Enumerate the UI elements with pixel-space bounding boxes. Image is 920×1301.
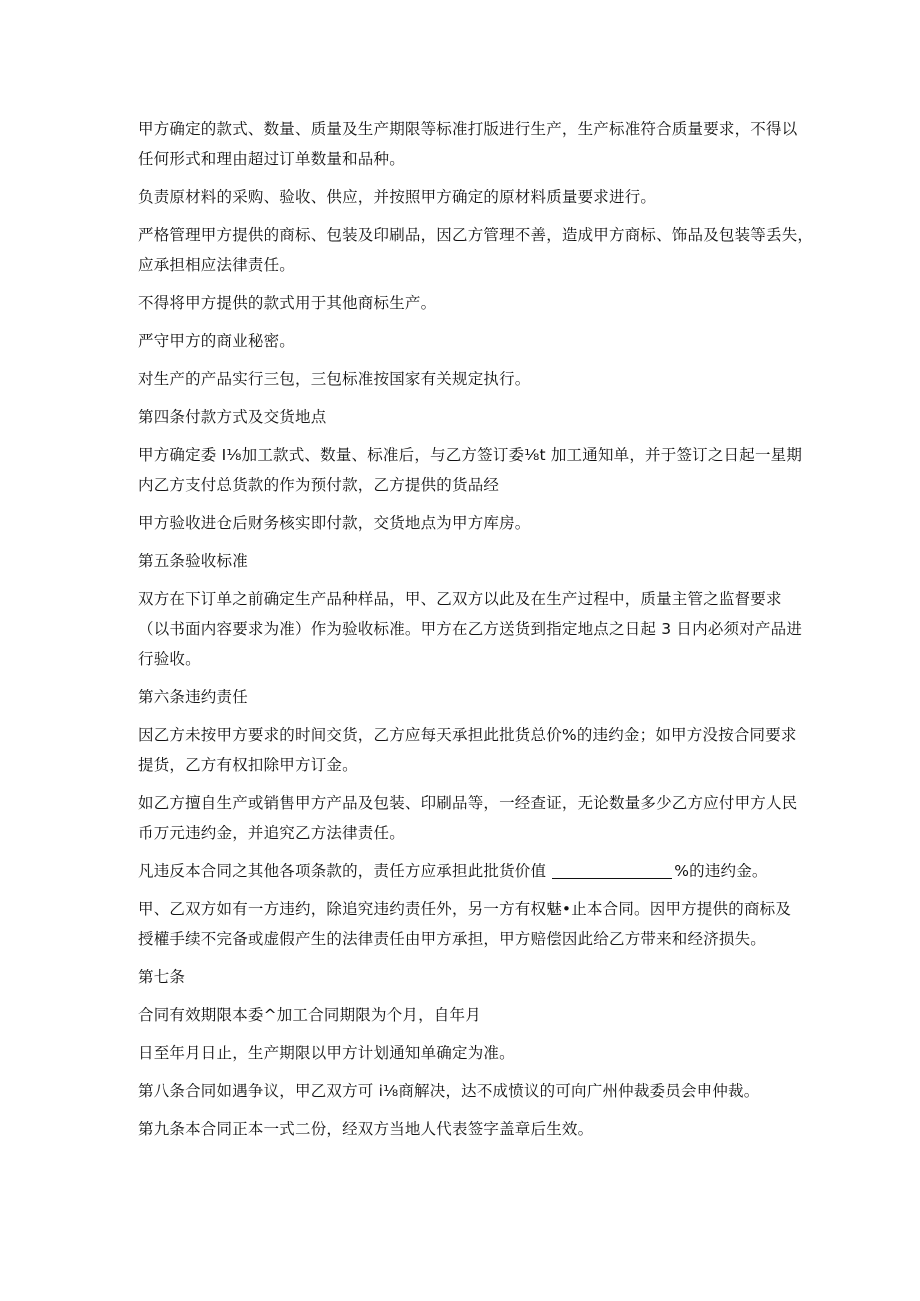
paragraph xyxy=(138,114,798,174)
paragraph xyxy=(138,364,793,394)
paragraph xyxy=(138,508,793,538)
text-line: 甲方确定委 I⅛加工款式、数量、标准后，与乙方签订委⅛t 加工通知单，并于签订之日起一星期 xyxy=(138,446,803,464)
text-line: 提货，乙方有权扣除甲方订金。 xyxy=(138,756,358,774)
text-segment: %的违约金。 xyxy=(674,862,768,880)
text-line: 授權手续不完备或虚假产生的法律责任由甲方承担，甲方赔偿因此给乙方带来和经济损失。 xyxy=(138,930,767,948)
text-line: 第六条违约责任 xyxy=(138,688,248,706)
text-line: 第七条 xyxy=(138,968,186,986)
text-line: 日至年月日止，生产期限以甲方计划通知单确定为准。 xyxy=(138,1044,515,1062)
paragraph xyxy=(138,1000,793,1030)
paragraph xyxy=(138,182,793,212)
paragraph xyxy=(138,894,793,954)
paragraph xyxy=(138,288,793,318)
text-line: 第八条合同如遇争议，甲乙双方可 i⅛商解决，达不成愤议的可向广州仲裁委员会申仲裁。 xyxy=(138,1082,760,1100)
section-heading xyxy=(138,682,793,712)
text-line: 行验收。 xyxy=(138,650,201,668)
text-line: 合同有效期限本委^加工合同期限为个月，自年月 xyxy=(138,1006,481,1024)
text-line: 币万元违约金，并追究乙方法律责任。 xyxy=(138,824,405,842)
paragraph xyxy=(138,788,798,848)
paragraph xyxy=(138,584,803,674)
text-line: 严守甲方的商业秘密。 xyxy=(138,332,296,350)
paragraph xyxy=(138,440,803,500)
paragraph xyxy=(138,720,797,780)
text-line: 甲方确定的款式、数量、质量及生产期限等标准打版进行生产，生产标准符合质量要求，不得以 xyxy=(138,120,798,138)
fill-in-blank xyxy=(552,860,672,879)
text-line: 应承担相应法律责任。 xyxy=(138,256,296,274)
paragraph xyxy=(138,1076,793,1106)
paragraph xyxy=(138,220,814,280)
text-line: 对生产的产品实行三包，三包标准按国家有关规定执行。 xyxy=(138,370,531,388)
text-line: 内乙方支付总货款的作为预付款，乙方提供的货品经 xyxy=(138,476,500,494)
paragraph xyxy=(138,326,793,356)
text-line: （以书面内容要求为准）作为验收标准。甲方在乙方送货到指定地点之日起 3 日内必须对产品进 xyxy=(138,620,803,638)
section-heading xyxy=(138,962,793,992)
text-line: 如乙方擅自生产或销售甲方产品及包装、印刷品等，一经查证，无论数量多少乙方应付甲方人民 xyxy=(138,794,798,812)
text-line: 第九条本合同正本一式二份，经双方当地人代表签字盖章后生效。 xyxy=(138,1120,594,1138)
text-line xyxy=(138,856,793,886)
paragraph xyxy=(138,1114,793,1144)
paragraph xyxy=(138,856,793,886)
section-heading xyxy=(138,402,793,432)
text-line: 任何形式和理由超过订单数量和品种。 xyxy=(138,150,405,168)
text-line: 因乙方未按甲方要求的时间交货，乙方应每天承担此批货总价%的违约金；如甲方没按合同要求 xyxy=(138,726,797,744)
text-segment: 凡违反本合同之其他各项条款的，责任方应承担此批货价值 xyxy=(138,862,547,880)
document-body xyxy=(138,114,814,1152)
text-line: 甲、乙双方如有一方违约，除追究违约责任外，另一方有权魅•止本合同。因甲方提供的商标及 xyxy=(138,900,792,918)
text-line: 不得将甲方提供的款式用于其他商标生产。 xyxy=(138,294,437,312)
text-line: 负责原材料的采购、验收、供应，并按照甲方确定的原材料质量要求进行。 xyxy=(138,188,657,206)
text-line: 第五条验收标准 xyxy=(138,552,248,570)
text-line: 双方在下订单之前确定生产品种样品，甲、乙双方以此及在生产过程中，质量主管之监督要求 xyxy=(138,590,782,608)
section-heading xyxy=(138,546,793,576)
text-line: 第四条付款方式及交货地点 xyxy=(138,408,327,426)
paragraph xyxy=(138,1038,793,1068)
text-line: 甲方验收进仓后财务核实即付款，交货地点为甲方库房。 xyxy=(138,514,531,532)
text-line: 严格管理甲方提供的商标、包装及印刷品，因乙方管理不善，造成甲方商标、饰品及包装等丢失， xyxy=(138,226,814,244)
